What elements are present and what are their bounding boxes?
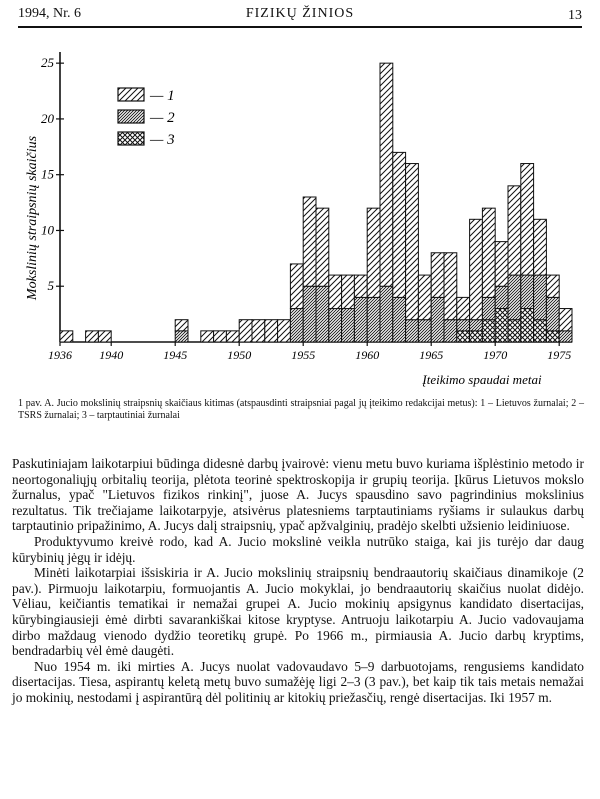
x-axis-label: Įteikimo spaudai metai bbox=[422, 372, 542, 387]
journal-title: FIZIKŲ ŽINIOS bbox=[245, 6, 355, 21]
bar-series-1-1939 bbox=[98, 331, 111, 342]
bar-series-2-1975 bbox=[559, 331, 572, 342]
bar-series-2-1956 bbox=[316, 286, 329, 342]
bar-series-3-1969 bbox=[482, 320, 495, 342]
bar-series-1-1963 bbox=[406, 164, 419, 320]
page-number: 13 bbox=[568, 8, 582, 23]
bar-series-2-1961 bbox=[380, 286, 393, 342]
bar-series-2-1945 bbox=[175, 331, 188, 342]
bar-series-1-1949 bbox=[226, 331, 239, 342]
bar-series-1-1974 bbox=[546, 275, 559, 297]
running-header bbox=[18, 2, 582, 28]
bar-series-1-1966 bbox=[444, 253, 457, 320]
bar-series-3-1971 bbox=[508, 320, 521, 342]
bar-series-2-1964 bbox=[418, 320, 431, 342]
bar-series-2-1972 bbox=[521, 275, 534, 308]
bar-series-3-1973 bbox=[534, 320, 547, 342]
x-tick-label: 1936 bbox=[48, 348, 72, 362]
bar-series-3-1970 bbox=[495, 309, 508, 342]
bar-series-2-1960 bbox=[367, 297, 380, 342]
x-tick-label: 1950 bbox=[227, 348, 252, 362]
bar-series-2-1959 bbox=[354, 297, 367, 342]
bar-series-1-1945 bbox=[175, 320, 188, 331]
bar-series-1-1962 bbox=[393, 152, 406, 297]
bar-series-2-1962 bbox=[393, 297, 406, 342]
y-tick-label: 10 bbox=[41, 222, 54, 238]
bar-series-2-1968 bbox=[470, 320, 483, 331]
bar-series-2-1957 bbox=[329, 309, 342, 342]
bar-series-1-1957 bbox=[329, 275, 342, 308]
y-axis-label: Mokslinių straipsnių skaičius bbox=[25, 135, 40, 301]
legend-label-1: — 1 bbox=[150, 88, 175, 104]
y-tick-label: 5 bbox=[47, 278, 54, 294]
bar-series-2-1958 bbox=[342, 309, 355, 342]
bar-series-1-1971 bbox=[508, 186, 521, 275]
bar-series-1-1975 bbox=[559, 309, 572, 331]
bar-series-2-1971 bbox=[508, 275, 521, 320]
legend-swatch-1 bbox=[118, 88, 144, 101]
issue-number: 1994, Nr. 6 bbox=[18, 6, 81, 21]
bar-series-1-1950 bbox=[239, 320, 252, 342]
bar-series-2-1955 bbox=[303, 286, 316, 342]
bar-series-1-1953 bbox=[278, 320, 291, 342]
paragraph: Paskutiniajam laikotarpiui būdinga didesnė darbų įvairovė: vienu metu buvo kuriama išplėstinio metodo ir neortogonaliųjų orbitalių teorija, plėtota teorinė spektroskopija ir grupių teorija. Įkūrus Lietuvos mokslo žurnalus, ypač "Lietuvos fizikos rinkinį", juose A. Jucys spausdino savo pagrindinius mokslinius rezultatus. Tik trečiajame laikotarpyje, atsivėrus platesniems tarptautiniams ryšiams ir sulaukus darbų tarptautinio pripažinimo, A. Jucys dalį straipsnių, ypač apžvalginių, pradėjo skelbti užsienio leidiniuose. bbox=[12, 456, 584, 534]
bar-series-2-1954 bbox=[290, 309, 303, 342]
paragraph: Nuo 1954 m. iki mirties A. Jucys nuolat vadovaudavo 5–9 darbuotojams, rengusiems kandidato disertacijas. Tiesa, aspirantų keletą metų buvo sumažėję ligi 2–3 (3 pav.), bet kaip tik tais metais nemažai jo mokinių, nestodami į aspirantūrą dėl politinių ar kitokių priežasčių, rengė disertacijas. Iki 1957 m. bbox=[12, 658, 584, 705]
bar-series-3-1972 bbox=[521, 309, 534, 342]
legend-swatch-3 bbox=[118, 132, 144, 145]
bar-series-2-1963 bbox=[406, 320, 419, 342]
bar-series-1-1968 bbox=[470, 219, 483, 319]
bar-series-1-1959 bbox=[354, 275, 367, 297]
bar-series-1-1969 bbox=[482, 208, 495, 297]
x-tick-label: 1970 bbox=[483, 348, 508, 362]
bar-series-1-1936 bbox=[60, 331, 73, 342]
y-tick-label: 15 bbox=[41, 166, 54, 182]
bar-series-1-1955 bbox=[303, 197, 316, 286]
x-tick-label: 1965 bbox=[419, 348, 444, 362]
bar-series-2-1974 bbox=[546, 297, 559, 330]
bar-series-1-1956 bbox=[316, 208, 329, 286]
bar-series-1-1960 bbox=[367, 208, 380, 297]
legend-label-2: — 2 bbox=[150, 110, 175, 126]
bar-series-2-1969 bbox=[482, 297, 495, 319]
bar-series-1-1972 bbox=[521, 164, 534, 276]
figure-caption: 1 pav. A. Jucio mokslinių straipsnių skaičiaus kitimas (atspausdinti straipsniai pagal jų įteikimo redakcijai metus): 1 – Lietuvos žurnalai; 2 – TSRS žurnalai; 3 – tarptautiniai žurnalai bbox=[18, 398, 584, 421]
bar-series-2-1966 bbox=[444, 320, 457, 342]
bar-series-1-1964 bbox=[418, 275, 431, 320]
bar-series-1-1958 bbox=[342, 275, 355, 308]
bar-series-2-1965 bbox=[431, 297, 444, 342]
x-tick-label: 1960 bbox=[355, 348, 380, 362]
bar-series-2-1970 bbox=[495, 286, 508, 308]
bar-series-1-1947 bbox=[201, 331, 214, 342]
bar-series-1-1952 bbox=[265, 320, 278, 342]
bar-series-1-1973 bbox=[534, 219, 547, 275]
bar-series-1-1954 bbox=[290, 264, 303, 309]
bar-series-1-1938 bbox=[86, 331, 99, 342]
bar-series-1-1970 bbox=[495, 242, 508, 287]
legend-label-3: — 3 bbox=[150, 132, 175, 148]
bar-series-1-1967 bbox=[457, 297, 470, 319]
bar-series-3-1974 bbox=[546, 331, 559, 342]
article-body bbox=[12, 456, 584, 706]
x-tick-label: 1945 bbox=[163, 348, 188, 362]
x-tick-label: 1940 bbox=[99, 348, 124, 362]
x-tick-label: 1975 bbox=[547, 348, 572, 362]
bar-series-1-1948 bbox=[214, 331, 227, 342]
bar-series-1-1965 bbox=[431, 253, 444, 298]
publication-chart bbox=[0, 40, 600, 390]
bar-series-2-1973 bbox=[534, 275, 547, 320]
bar-series-3-1968 bbox=[470, 331, 483, 342]
paragraph: Minėti laikotarpiai išsiskiria ir A. Jucio mokslinių straipsnių bendraautorių skaičiaus dinamikoje (2 pav.). Pirmuoju laikotarpiu, formuojantis A. Jucio mokyklai, jo bendraautorių skaičius nuolat didėjo. Vėliau, keičiantis tematikai ir nemažai grupei A. Jucio mokinių apsigynus kandidato disertacijas, kūrybingiausieji ėmė dirbti savarankiškai kitose kryptyse. Antruoju laikotarpiu A. Jucio vadovaujama dirbo maždaug vienodo dydžio teoretikų grupė. Po 1966 m., pirmiausia A. Jucio darbų kryptims, bendradarbių vėl ėmė daugėti. bbox=[12, 565, 584, 659]
bar-series-3-1967 bbox=[457, 331, 470, 342]
paragraph: Produktyvumo kreivė rodo, kad A. Jucio mokslinė veikla nutrūko staiga, kai jis turėjo dar daug kūrybinių jėgų ir idėjų. bbox=[12, 533, 584, 565]
legend-swatch-2 bbox=[118, 110, 144, 123]
x-tick-label: 1955 bbox=[291, 348, 316, 362]
bar-series-1-1951 bbox=[252, 320, 265, 342]
y-tick-label: 25 bbox=[41, 55, 54, 71]
y-tick-label: 20 bbox=[41, 110, 54, 126]
bar-series-1-1961 bbox=[380, 63, 393, 286]
bar-series-2-1967 bbox=[457, 320, 470, 331]
